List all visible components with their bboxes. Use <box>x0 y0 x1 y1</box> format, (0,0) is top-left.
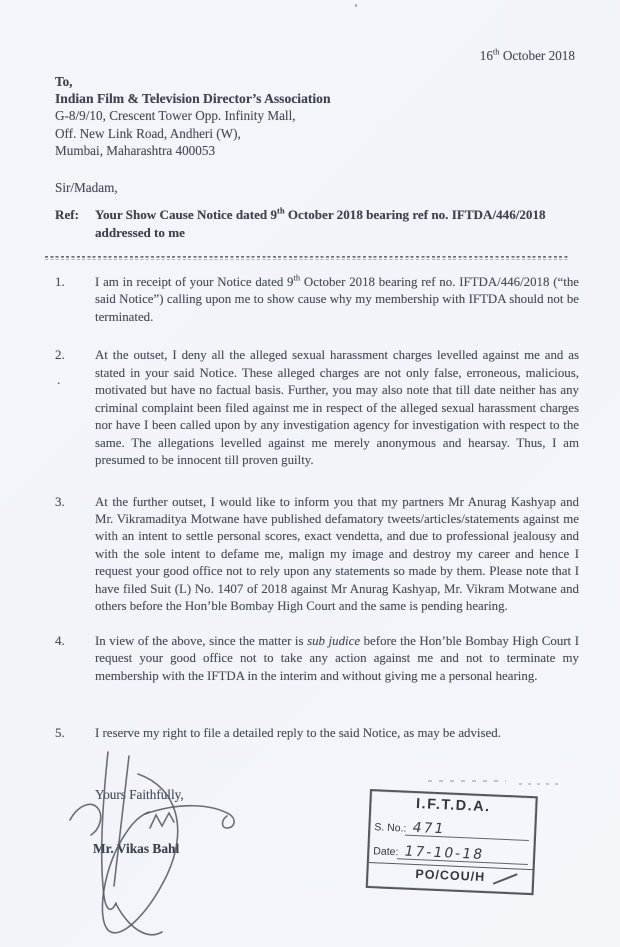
stamp-check-mark <box>493 873 518 884</box>
paragraph-text: At the outset, I deny all the alleged sexual harassment charges levelled against me and as stated in your said Notice. These alleged charges are not only false, erroneous, malicious, motivated but have no factual basis. Further, you may also note that till date neither has any criminal complaint been filed against me in respect of the alleged sexual harassment charges nor have I been called upon by any investigation agency for investigation with respect to the same. The allegations levelled against me merely anonymous and hearsay. Thus, I am presumed to be innocent till proven guilty. <box>95 348 579 468</box>
paragraph-number: 3. <box>55 493 65 509</box>
salutation: Sir/Madam, <box>55 180 118 195</box>
stamp-serial-value: 471 <box>405 822 532 841</box>
ref-date-ordinal: th <box>277 205 285 216</box>
paragraph-2 <box>55 347 579 469</box>
dashed-separator <box>45 256 568 260</box>
scan-stray-dot: . <box>57 372 61 388</box>
paragraph-text: I am in receipt of your Notice dated 9th October 2018 bearing ref no. IFTDA/446/2018 (“the said Notice”) calling upon me to show cause why my membership with IFTDA should not be terminated. <box>95 272 579 324</box>
paragraph-5 <box>55 725 579 742</box>
recipient-address-line: Off. New Link Road, Andheri (W), <box>55 125 241 141</box>
recipient-address-line: Mumbai, Maharashtra 400053 <box>55 142 216 158</box>
paragraph-1 <box>55 274 579 326</box>
recipient-address-line: G-8/9/10, Crescent Tower Opp. Infinity Mall, <box>55 108 296 124</box>
recipient-block <box>55 73 331 159</box>
signatory-name: Mr. Vikas Bahl <box>93 841 180 856</box>
iftda-receipt-stamp <box>366 789 538 895</box>
paragraph-text: I reserve my right to file a detailed reply to the said Notice, as may be advised. <box>95 726 501 741</box>
stamp-bottom-text: PO/COU/H <box>368 863 533 886</box>
stamp-ink-smudge <box>428 780 558 787</box>
ref-block <box>55 206 577 242</box>
paragraph-3 <box>55 494 579 616</box>
valediction: Yours Faithfully, <box>95 787 184 802</box>
paragraph-4 <box>55 633 579 685</box>
paragraph-number: 1. <box>55 274 65 289</box>
recipient-name: Indian Film & Television Director’s Association <box>55 91 331 107</box>
date-ordinal: th <box>492 46 500 57</box>
letter-date: 16th October 2018 <box>479 46 575 63</box>
ref-text: Your Show Cause Notice dated 9th October 2018 bearing ref no. IFTDA/446/2018 addressed to me <box>95 205 546 240</box>
paragraph-text: At the further outset, I would like to inform you that my partners Mr Anurag Kashyap and Mr. Vikramaditya Motwane have published defamatory tweets/articles/statements against me with an intent to settle personal scores, exact vendetta, and due to professional jealousy and with the sole intent to defame me, malign my image and destroy my career and hence I request your good office not to rely upon any statements so made by them. Please note that I have filed Suit (L) No. 1407 of 2018 against Mr Anurag Kashyap, Mr. Vikram Motwane and others before the Hon’ble Bombay High Court and the same is pending hearing. <box>95 494 579 614</box>
latin-phrase: sub judice <box>307 633 361 648</box>
numbered-paragraphs <box>55 274 579 764</box>
recipient-to: To, <box>55 74 73 89</box>
scan-speck <box>355 4 357 7</box>
paragraph-number: 2. . <box>55 347 95 469</box>
ref-label: Ref: <box>55 207 79 222</box>
paragraph-number: 5. <box>55 725 65 741</box>
paragraph-number: 4. <box>55 632 65 648</box>
stamp-date-label: Date: <box>373 845 399 859</box>
para1-date-ordinal: th <box>293 272 301 283</box>
stamp-serial-label: S. No.: <box>374 821 407 835</box>
stamp-org: I.F.T.D.A. <box>415 796 491 816</box>
paragraph-text: In view of the above, since the matter is sub judice before the Hon’ble Bombay High Court I request your good office not to take any action against me and not to terminate my membership with the IFTDA in the interim and without giving me a personal hearing. <box>95 633 579 683</box>
stamp-date-value: 17-10-18 <box>397 845 531 865</box>
